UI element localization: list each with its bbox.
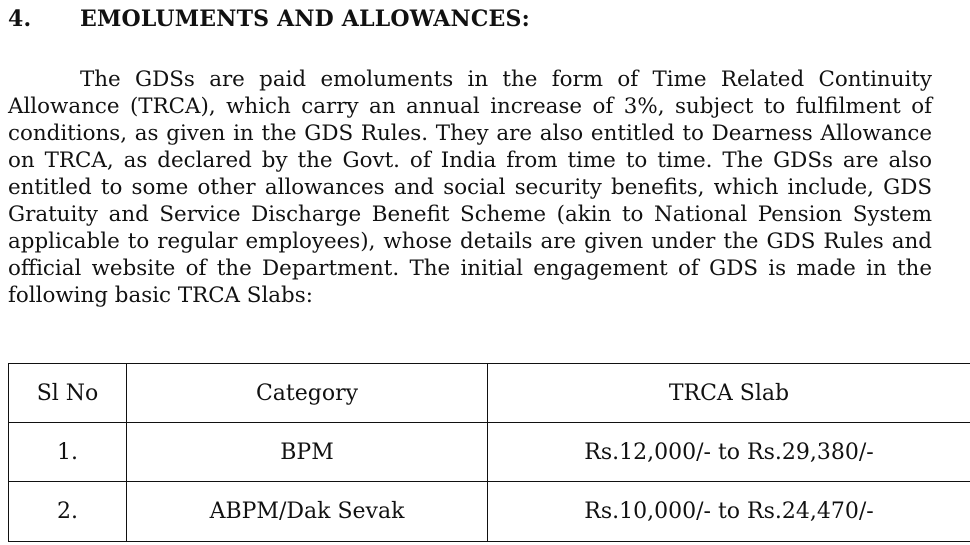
cell-category: BPM bbox=[127, 423, 488, 482]
table-row bbox=[9, 482, 970, 542]
cell-sl-no: 2. bbox=[9, 482, 127, 542]
header-trca-slab: TRCA Slab bbox=[488, 364, 970, 423]
table-header-row bbox=[9, 364, 970, 423]
cell-trca-slab: Rs.12,000/- to Rs.29,380/- bbox=[488, 423, 970, 482]
section-heading bbox=[8, 6, 530, 32]
section-number: 4. bbox=[8, 6, 32, 32]
body-paragraph: The GDSs are paid emoluments in the form of Time Related Continuity Allowance (TRCA), which carry an annual increase of 3%, subject to fulfilment of conditions, as given in the GDS Rules. They are also entitled to Dearness Allowance on TRCA, as declared by the Govt. of India from time to time. The GDSs are also entitled to some other allowances and social security benefits, which include, GDS Gratuity and Service Discharge Benefit Scheme (akin to National Pension System applicable to regular employees), whose details are given under the GDS Rules and official website of the Department. The initial engagement of GDS is made in the following basic TRCA Slabs: bbox=[8, 67, 932, 308]
header-sl-no: Sl No bbox=[9, 364, 127, 423]
section-title: EMOLUMENTS AND ALLOWANCES: bbox=[80, 6, 530, 32]
cell-trca-slab: Rs.10,000/- to Rs.24,470/- bbox=[488, 482, 970, 542]
trca-slab-table bbox=[8, 363, 970, 542]
table-row bbox=[9, 423, 970, 482]
cell-category: ABPM/Dak Sevak bbox=[127, 482, 488, 542]
cell-sl-no: 1. bbox=[9, 423, 127, 482]
header-category: Category bbox=[127, 364, 488, 423]
